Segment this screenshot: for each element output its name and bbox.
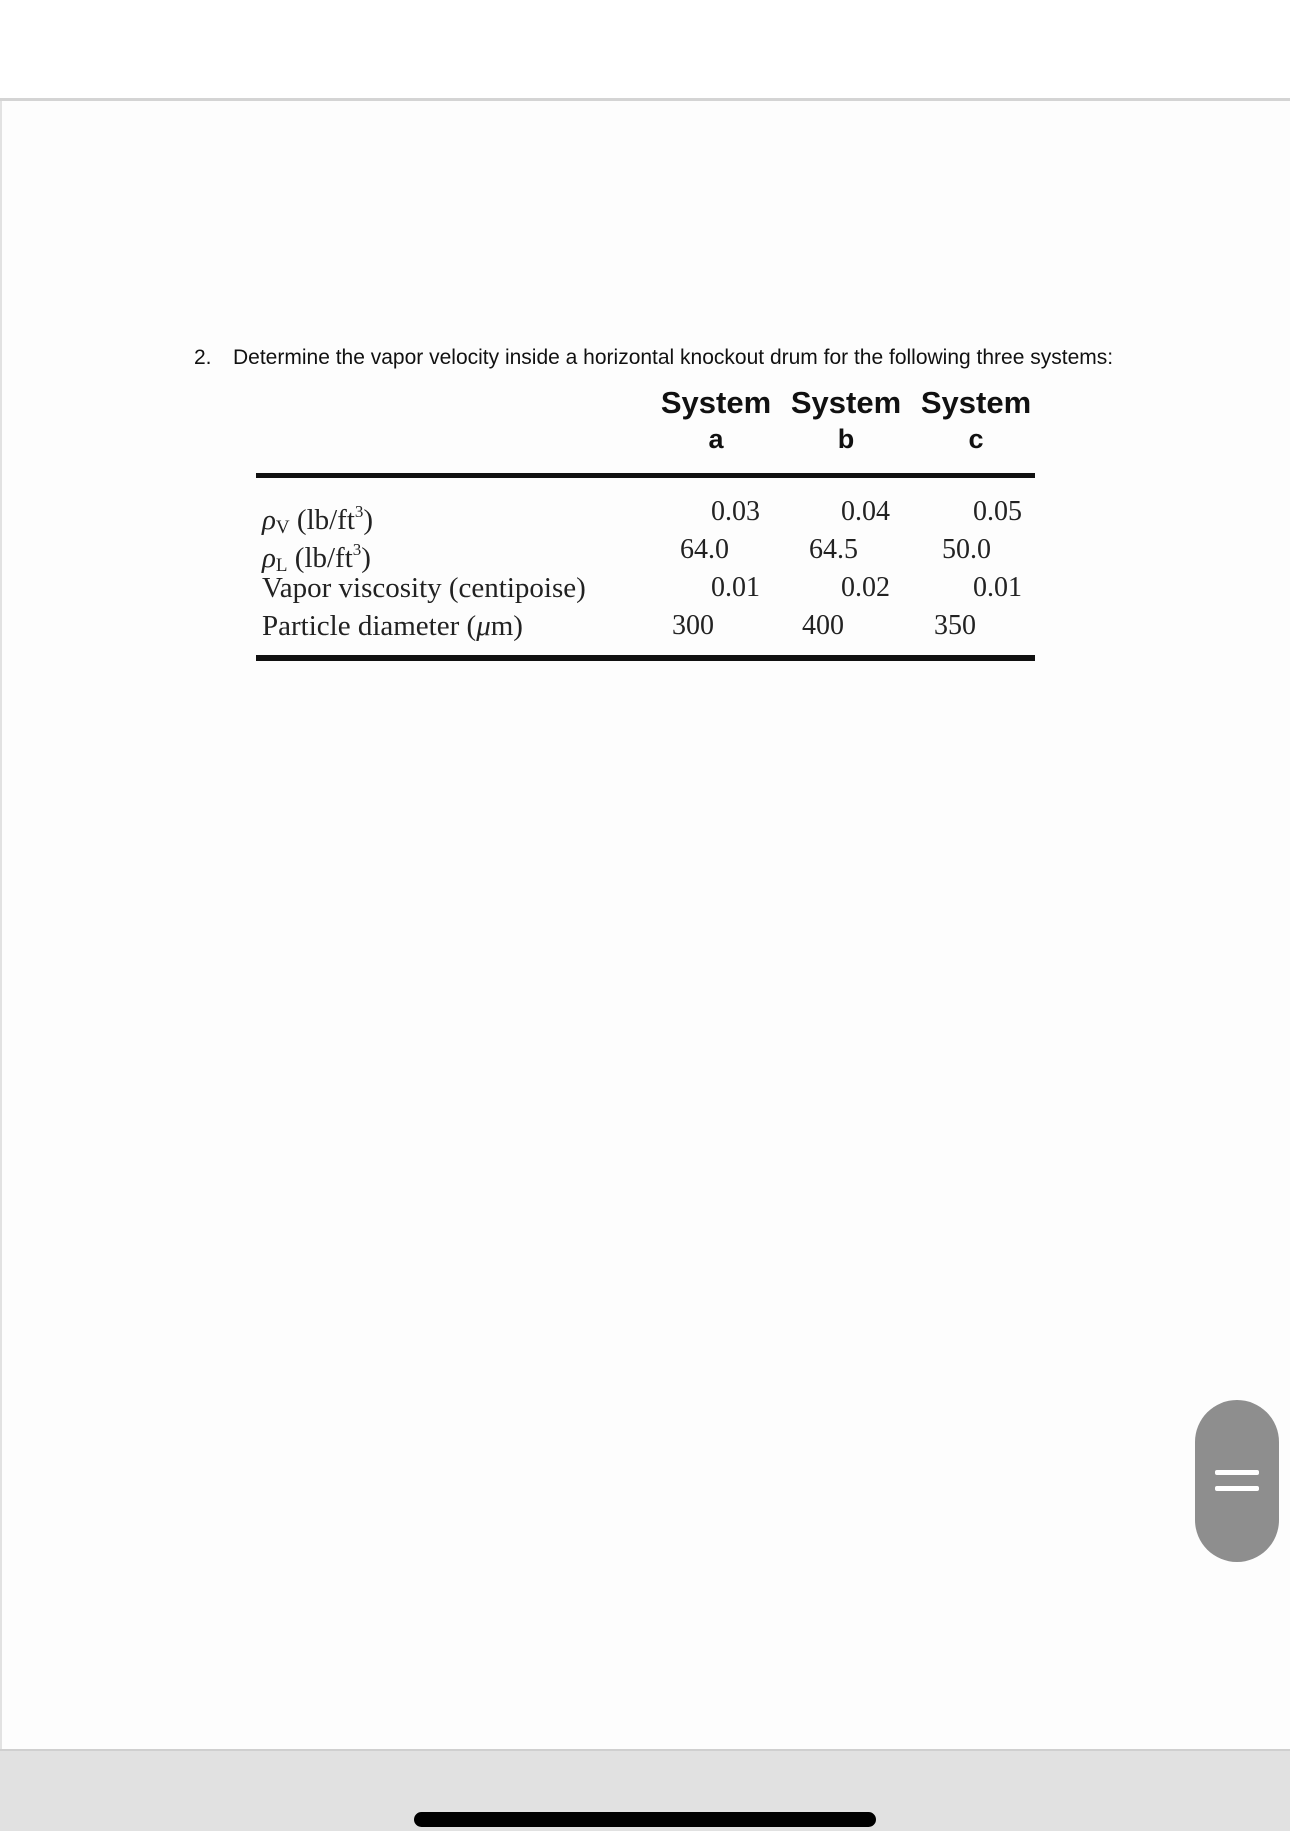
column-header-line1: System: [790, 385, 902, 420]
cell-viscosity-a: 0.01: [711, 572, 760, 603]
drag-handle-icon[interactable]: [1195, 1400, 1279, 1562]
table-top-rule: [256, 473, 1035, 478]
column-header-line2: a: [708, 424, 724, 454]
top-blank-area: [0, 0, 1290, 101]
row-label-particle-diameter: [262, 607, 523, 645]
cell-rho-v-a: 0.03: [711, 496, 760, 527]
cell-viscosity-b: 0.02: [841, 572, 890, 603]
home-indicator[interactable]: [414, 1812, 876, 1827]
column-header-line1: System: [920, 385, 1032, 420]
unit-text: (lb/ft: [289, 504, 355, 536]
column-header-system-c: [906, 385, 1046, 457]
cell-diameter-b: 400: [802, 610, 844, 641]
unit-text: (lb/ft: [287, 542, 353, 574]
unit-close: ): [363, 504, 374, 536]
cell-viscosity-c: 0.01: [973, 572, 1022, 603]
column-header-line2: b: [837, 424, 855, 454]
mu-symbol: μ: [476, 610, 491, 642]
superscript: 3: [354, 502, 364, 521]
cell-rho-l-c: 50.0: [942, 534, 991, 565]
cell-rho-l-a: 64.0: [680, 534, 729, 565]
column-header-system-b: [776, 385, 916, 457]
column-header-system-a: [646, 385, 786, 457]
table-bottom-rule: [256, 655, 1035, 661]
column-header-line1: System: [660, 385, 772, 420]
question-text: Determine the vapor velocity inside a horizontal knockout drum for the following three systems:: [233, 346, 1114, 369]
question-line: [194, 346, 1113, 370]
label-suffix: m): [490, 610, 523, 642]
subscript: V: [275, 517, 290, 538]
cell-rho-v-c: 0.05: [973, 496, 1022, 527]
label-prefix: Particle diameter (: [262, 610, 477, 642]
data-table: [256, 385, 1035, 665]
cell-rho-l-b: 64.5: [809, 534, 858, 565]
cell-diameter-a: 300: [672, 610, 714, 641]
subscript: L: [275, 555, 288, 576]
rho-symbol: ρ: [262, 504, 276, 536]
grip-line: [1215, 1470, 1259, 1475]
unit-close: ): [361, 542, 371, 574]
superscript: 3: [352, 540, 362, 559]
row-label-vapor-viscosity: Vapor viscosity (centipoise): [262, 572, 586, 604]
column-header-line2: c: [968, 424, 984, 454]
cell-rho-v-b: 0.04: [841, 496, 890, 527]
rho-symbol: ρ: [262, 542, 276, 574]
question-number: 2.: [194, 346, 212, 369]
cell-diameter-c: 350: [934, 610, 976, 641]
grip-line: [1215, 1486, 1259, 1491]
